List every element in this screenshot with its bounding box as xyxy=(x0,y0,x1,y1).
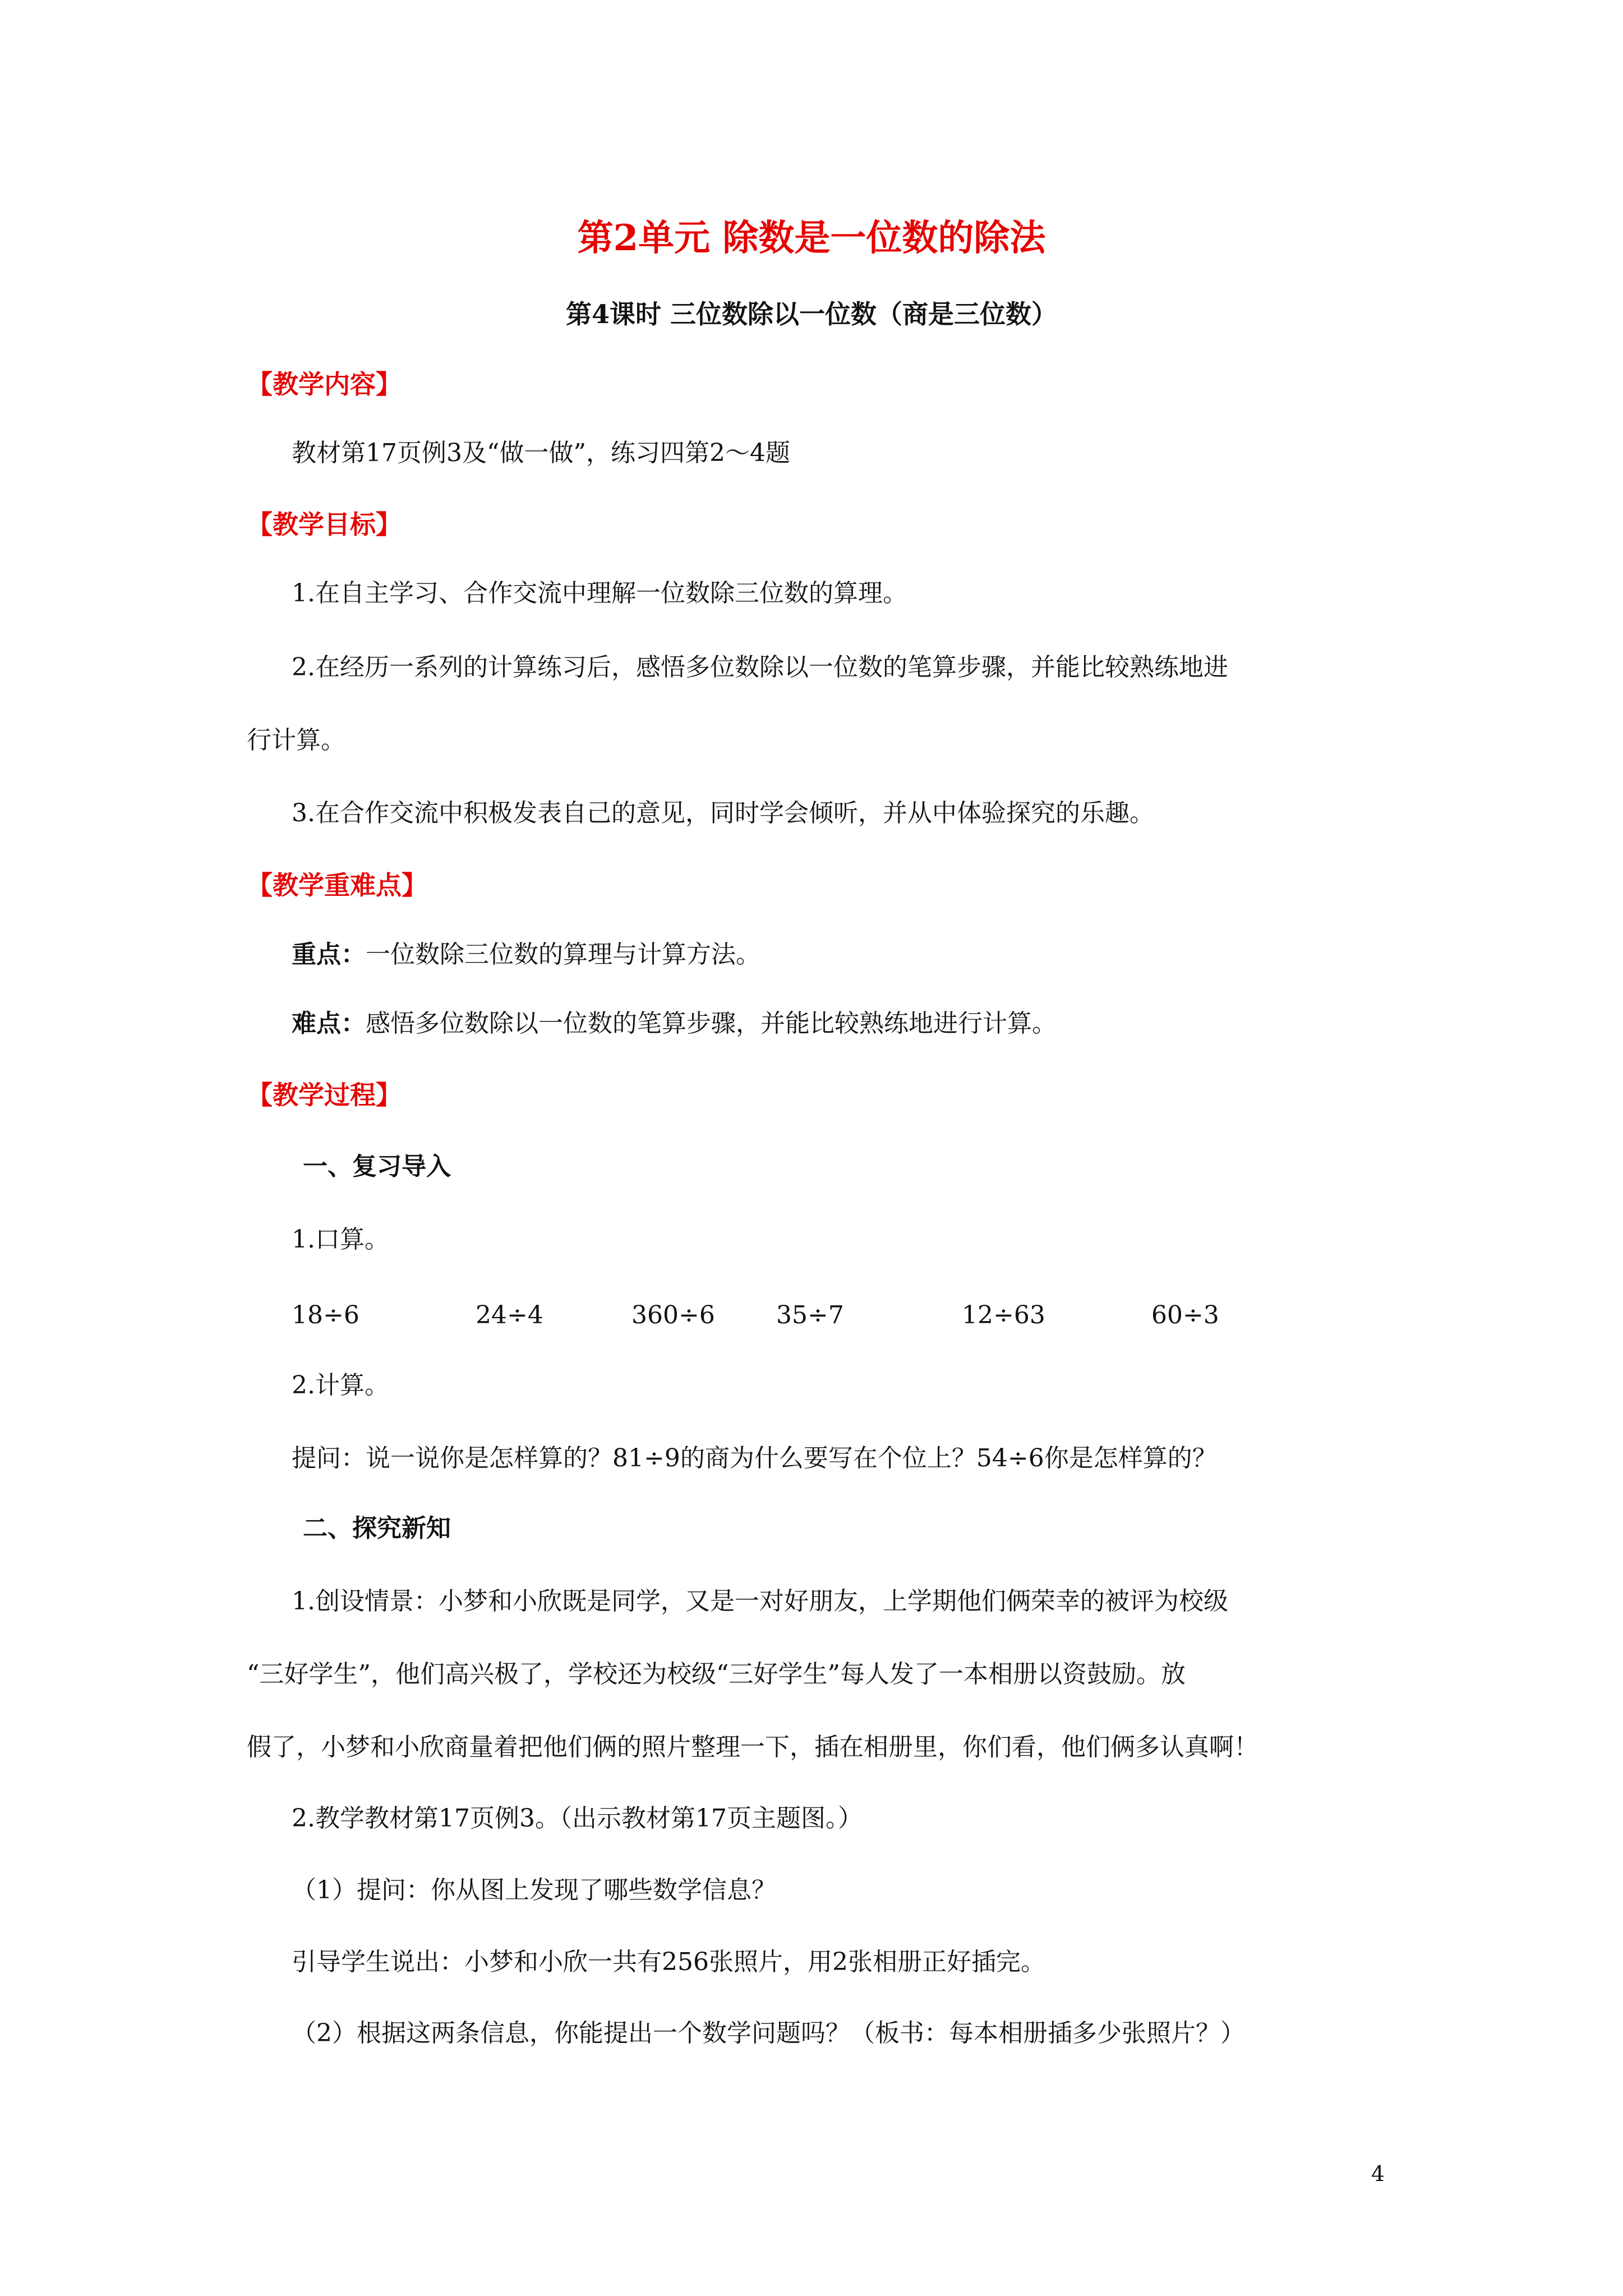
key-point xyxy=(292,938,1387,972)
question-1: （1）提问：你从图上发现了哪些数学信息？ xyxy=(292,1876,776,1904)
compute-label: 2.计算。 xyxy=(292,1371,389,1400)
section-heading-goals: 【教学目标】 xyxy=(247,509,402,540)
question-2: （2）根据这两条信息，你能提出一个数学问题吗？（板书：每本相册插多少张照片？） xyxy=(292,2019,1245,2047)
section-heading-content: 【教学内容】 xyxy=(247,369,402,399)
calc-item: 24÷4 xyxy=(476,1301,543,1329)
goal-item-3: 3.在合作交流中积极发表自己的意见，同时学会倾听，并从中体验探究的乐趣。 xyxy=(292,799,1154,827)
scene-line-3: 假了，小梦和小欣商量着把他们俩的照片整理一下，插在相册里，你们看，他们俩多认真啊！ xyxy=(247,1733,1258,1761)
difficult-point xyxy=(292,1007,1387,1041)
key-point-text: 一位数除三位数的算理与计算方法。 xyxy=(366,940,760,969)
goal-item-2-line-1: 2.在经历一系列的计算练习后，感悟多位数除以一位数的笔算步骤，并能比较熟练地进 xyxy=(292,653,1228,682)
content-text: 教材第17页例3及“做一做”，练习四第2～4题 xyxy=(292,439,790,467)
unit-title: 第2单元 除数是一位数的除法 xyxy=(577,217,1046,259)
lesson-subtitle: 第4课时 三位数除以一位数（商是三位数） xyxy=(565,299,1058,329)
calc-item: 360÷6 xyxy=(631,1301,715,1329)
section-heading-key-points: 【教学重难点】 xyxy=(247,870,427,900)
key-point-label: 重点： xyxy=(292,940,366,969)
section-heading-process: 【教学过程】 xyxy=(247,1080,402,1110)
oral-calc-label: 1.口算。 xyxy=(292,1225,389,1254)
difficult-point-label: 难点： xyxy=(292,1009,366,1038)
calc-item: 12÷63 xyxy=(962,1301,1045,1329)
page-number: 4 xyxy=(1371,2161,1385,2186)
difficult-point-text: 感悟多位数除以一位数的笔算步骤，并能比较熟练地进行计算。 xyxy=(366,1009,1057,1038)
part-2-title: 二、探究新知 xyxy=(303,1514,451,1543)
calc-item: 60÷3 xyxy=(1151,1301,1219,1329)
goal-item-1: 1.在自主学习、合作交流中理解一位数除三位数的算理。 xyxy=(292,579,907,608)
part-1-title: 一、复习导入 xyxy=(303,1152,451,1181)
guide-answer: 引导学生说出：小梦和小欣一共有256张照片，用2张相册正好插完。 xyxy=(292,1948,1045,1976)
calc-item: 35÷7 xyxy=(776,1301,844,1329)
example-instruction: 2.教学教材第17页例3。（出示教材第17页主题图。） xyxy=(292,1804,863,1833)
goal-item-2-line-2: 行计算。 xyxy=(247,726,345,754)
scene-line-2: “三好学生”，他们高兴极了，学校还为校级“三好学生”每人发了一本相册以资鼓励。放 xyxy=(247,1660,1186,1688)
review-question: 提问：说一说你是怎样算的？81÷9的商为什么要写在个位上？54÷6你是怎样算的？ xyxy=(292,1444,1217,1473)
scene-line-1: 1.创设情景：小梦和小欣既是同学，又是一对好朋友，上学期他们俩荣幸的被评为校级 xyxy=(292,1587,1228,1616)
calc-item: 18÷6 xyxy=(292,1301,359,1329)
